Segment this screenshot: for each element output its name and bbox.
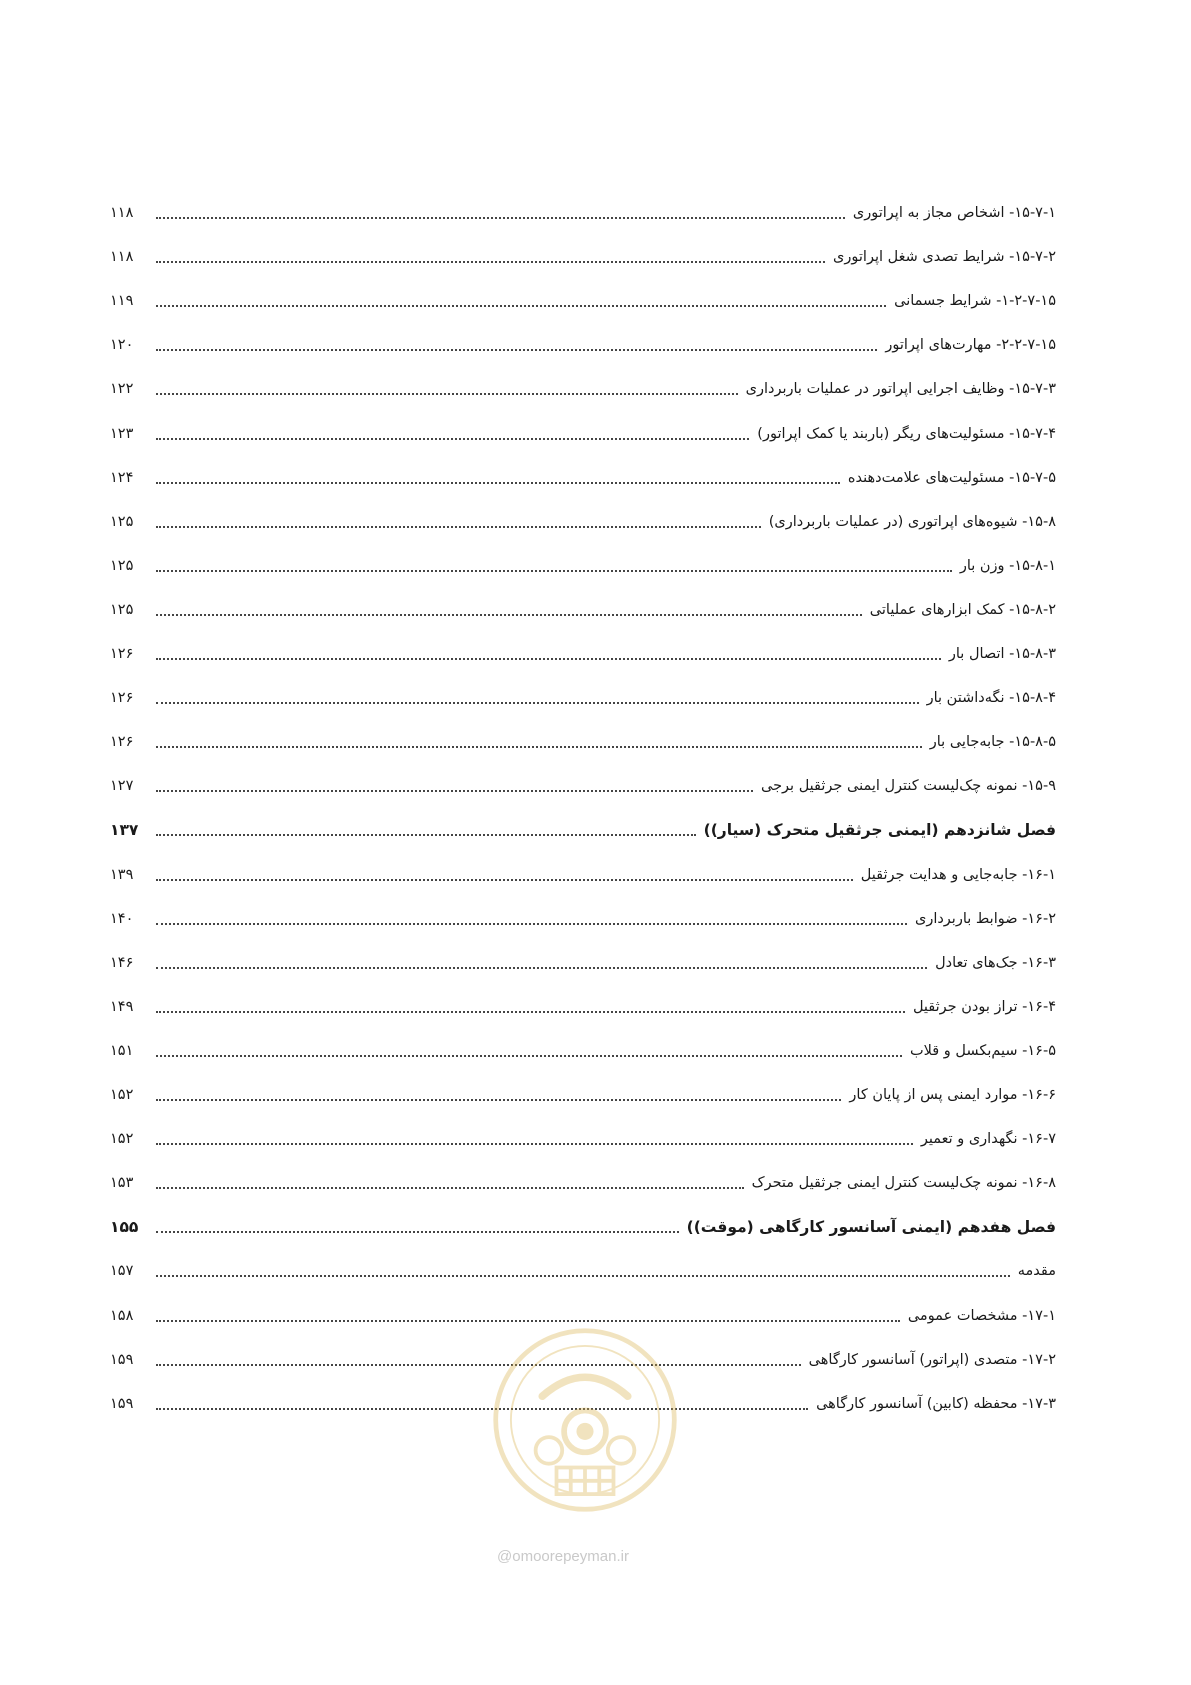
toc-entry-page-number: ۱۲۵ — [110, 558, 134, 574]
toc-entry-title: ۱۵-۷-۴- مسئولیت‌های ریگر (باربند یا کمک اپراتور) — [757, 426, 1056, 442]
toc-entry-title: ۱۵-۷-۳- وظایف اجرایی اپراتور در عملیات باربرداری — [745, 381, 1056, 397]
toc-entry[interactable] — [110, 419, 1056, 449]
dot-leader — [156, 727, 922, 757]
toc-entry-title: مقدمه — [1017, 1263, 1056, 1279]
dot-leader — [156, 992, 905, 1022]
toc-entry-page-number: ۱۵۸ — [110, 1308, 134, 1324]
toc-entry-page-number: ۱۲۶ — [110, 646, 134, 662]
toc-entry-title: ۱۵-۷-۱- اشخاص مجاز به اپراتوری — [852, 205, 1056, 221]
toc-entry-page-number: ۱۲۵ — [110, 514, 134, 530]
dot-leader — [156, 1256, 1010, 1286]
dot-leader — [156, 507, 761, 537]
toc-entry[interactable] — [110, 1168, 1056, 1198]
toc-entry-title: ۱۵-۸-۴- نگه‌داشتن بار — [926, 690, 1056, 706]
toc-entry-page-number: ۱۴۶ — [110, 955, 134, 971]
dot-leader — [156, 463, 840, 493]
dot-leader — [156, 330, 877, 360]
toc-entry[interactable] — [110, 463, 1056, 493]
toc-entry[interactable] — [110, 330, 1056, 360]
dot-leader — [156, 948, 927, 978]
toc-entry-title: ۱۶-۱- جابه‌جایی و هدایت جرثقیل — [860, 867, 1056, 883]
dot-leader — [156, 1345, 801, 1375]
toc-entry-page-number: ۱۵۹ — [110, 1352, 134, 1368]
toc-entry-title: ۱۷-۱- مشخصات عمومی — [907, 1308, 1056, 1324]
toc-entry-title: ۱۶-۲- ضوابط باربرداری — [914, 911, 1056, 927]
toc-entry-page-number: ۱۵۲ — [110, 1087, 134, 1103]
watermark-logo — [490, 1325, 680, 1515]
toc-entry-page-number: ۱۴۹ — [110, 999, 134, 1015]
toc-entry-title: ۱۶-۶- موارد ایمنی پس از پایان کار — [849, 1087, 1056, 1103]
dot-leader — [156, 374, 738, 404]
toc-entry-page-number: ۱۳۷ — [110, 821, 139, 839]
toc-entry[interactable] — [110, 198, 1056, 228]
toc-entry[interactable] — [110, 242, 1056, 272]
toc-entry-title: ۱۶-۵- سیم‌بکسل و قلاب — [909, 1043, 1056, 1059]
toc-entry-title: ۱۶-۸- نمونه چک‌لیست کنترل ایمنی جرثقیل متحرک — [751, 1175, 1056, 1191]
toc-entry-title: ۱۵-۸-۲- کمک ابزارهای عملیاتی — [869, 602, 1056, 618]
toc-entry-page-number: ۱۱۸ — [110, 205, 134, 221]
toc-entry[interactable] — [110, 992, 1056, 1022]
watermark-url: @omoorepeyman.ir — [497, 1548, 629, 1565]
toc-entry-page-number: ۱۵۵ — [110, 1218, 139, 1236]
dot-leader — [156, 815, 696, 845]
dot-leader — [156, 1168, 744, 1198]
toc-entry-title: ۱۵-۸- شیوه‌های اپراتوری (در عملیات باربرداری) — [768, 514, 1056, 530]
toc-entry[interactable] — [110, 904, 1056, 934]
toc-entry-page-number: ۱۲۰ — [110, 337, 134, 353]
toc-entry-title: فصل شانزدهم (ایمنی جرثقیل متحرک (سیار)) — [703, 821, 1056, 839]
toc-entry-page-number: ۱۱۸ — [110, 249, 134, 265]
dot-leader — [156, 1389, 808, 1419]
toc-entry-page-number: ۱۲۳ — [110, 426, 134, 442]
toc-entry-title: ۱۵-۸-۳- اتصال بار — [948, 646, 1056, 662]
dot-leader — [156, 1124, 913, 1154]
toc-entry-title: ۱۶-۳- جک‌های تعادل — [935, 955, 1056, 971]
toc-entry-page-number: ۱۴۰ — [110, 911, 134, 927]
dot-leader — [156, 286, 886, 316]
toc-entry[interactable] — [110, 374, 1056, 404]
toc-entry[interactable] — [110, 815, 1056, 845]
toc-entry[interactable] — [110, 1256, 1056, 1286]
dot-leader — [156, 419, 749, 449]
toc-entry-page-number: ۱۵۷ — [110, 1263, 134, 1279]
dot-leader — [156, 198, 845, 228]
toc-entry-page-number: ۱۲۲ — [110, 381, 134, 397]
toc-entry-page-number: ۱۵۱ — [110, 1043, 134, 1059]
toc-entry-page-number: ۱۵۳ — [110, 1175, 134, 1191]
dot-leader — [156, 639, 941, 669]
dot-leader — [156, 595, 862, 625]
dot-leader — [156, 551, 952, 581]
dot-leader — [156, 1080, 841, 1110]
toc-entry-page-number: ۱۱۹ — [110, 293, 134, 309]
toc-entry[interactable] — [110, 948, 1056, 978]
toc-entry-title: ۱۵-۷-۲- شرایط تصدی شغل اپراتوری — [833, 249, 1056, 265]
toc-entry-page-number: ۱۳۹ — [110, 867, 134, 883]
toc-entry-page-number: ۱۲۶ — [110, 734, 134, 750]
toc-entry-page-number: ۱۵۹ — [110, 1396, 134, 1412]
toc-entry-title: ۱۵-۸-۱- وزن بار — [959, 558, 1056, 574]
toc-entry[interactable] — [110, 1080, 1056, 1110]
toc-entry[interactable] — [110, 860, 1056, 890]
toc-entry-title: ۱-۲-۷-۱۵- شرایط جسمانی — [894, 293, 1056, 309]
toc-entry[interactable] — [110, 1212, 1056, 1242]
toc-entry[interactable] — [110, 639, 1056, 669]
dot-leader — [156, 860, 853, 890]
dot-leader — [156, 771, 753, 801]
toc-entry[interactable] — [110, 683, 1056, 713]
dot-leader — [156, 242, 825, 272]
toc-entry[interactable] — [110, 595, 1056, 625]
toc-entry-title: ۱۷-۲- متصدی (اپراتور) آسانسور کارگاهی — [808, 1352, 1056, 1368]
toc-entry-page-number: ۱۲۴ — [110, 470, 134, 486]
toc-entry-title: ۱۵-۸-۵- جابه‌جایی بار — [929, 734, 1056, 750]
toc-entry[interactable] — [110, 1124, 1056, 1154]
toc-entry-page-number: ۱۲۵ — [110, 602, 134, 618]
toc-entry[interactable] — [110, 771, 1056, 801]
toc-entry-title: ۱۵-۷-۵- مسئولیت‌های علامت‌دهنده — [847, 470, 1056, 486]
toc-entry[interactable] — [110, 507, 1056, 537]
toc-entry-title: ۲-۲-۷-۱۵- مهارت‌های اپراتور — [885, 337, 1056, 353]
toc-entry-title: ۱۷-۳- محفظه (کابین) آسانسور کارگاهی — [816, 1396, 1056, 1412]
toc-entry[interactable] — [110, 551, 1056, 581]
toc-entry-page-number: ۱۲۷ — [110, 778, 134, 794]
toc-entry-title: ۱۵-۹- نمونه چک‌لیست کنترل ایمنی جرثقیل برجی — [761, 778, 1056, 794]
toc-entry-page-number: ۱۵۲ — [110, 1131, 134, 1147]
dot-leader — [156, 904, 907, 934]
toc-entry-title: ۱۶-۷- نگهداری و تعمیر — [920, 1131, 1056, 1147]
toc-entry-page-number: ۱۲۶ — [110, 690, 134, 706]
toc-entry-title: ۱۶-۴- تراز بودن جرثقیل — [912, 999, 1056, 1015]
toc-entry[interactable] — [110, 286, 1056, 316]
toc-entry-title: فصل هفدهم (ایمنی آسانسور کارگاهی (موقت)) — [686, 1218, 1056, 1236]
dot-leader — [156, 683, 919, 713]
toc-entry[interactable] — [110, 1036, 1056, 1066]
dot-leader — [156, 1036, 902, 1066]
dot-leader — [156, 1212, 679, 1242]
toc-entry[interactable] — [110, 727, 1056, 757]
